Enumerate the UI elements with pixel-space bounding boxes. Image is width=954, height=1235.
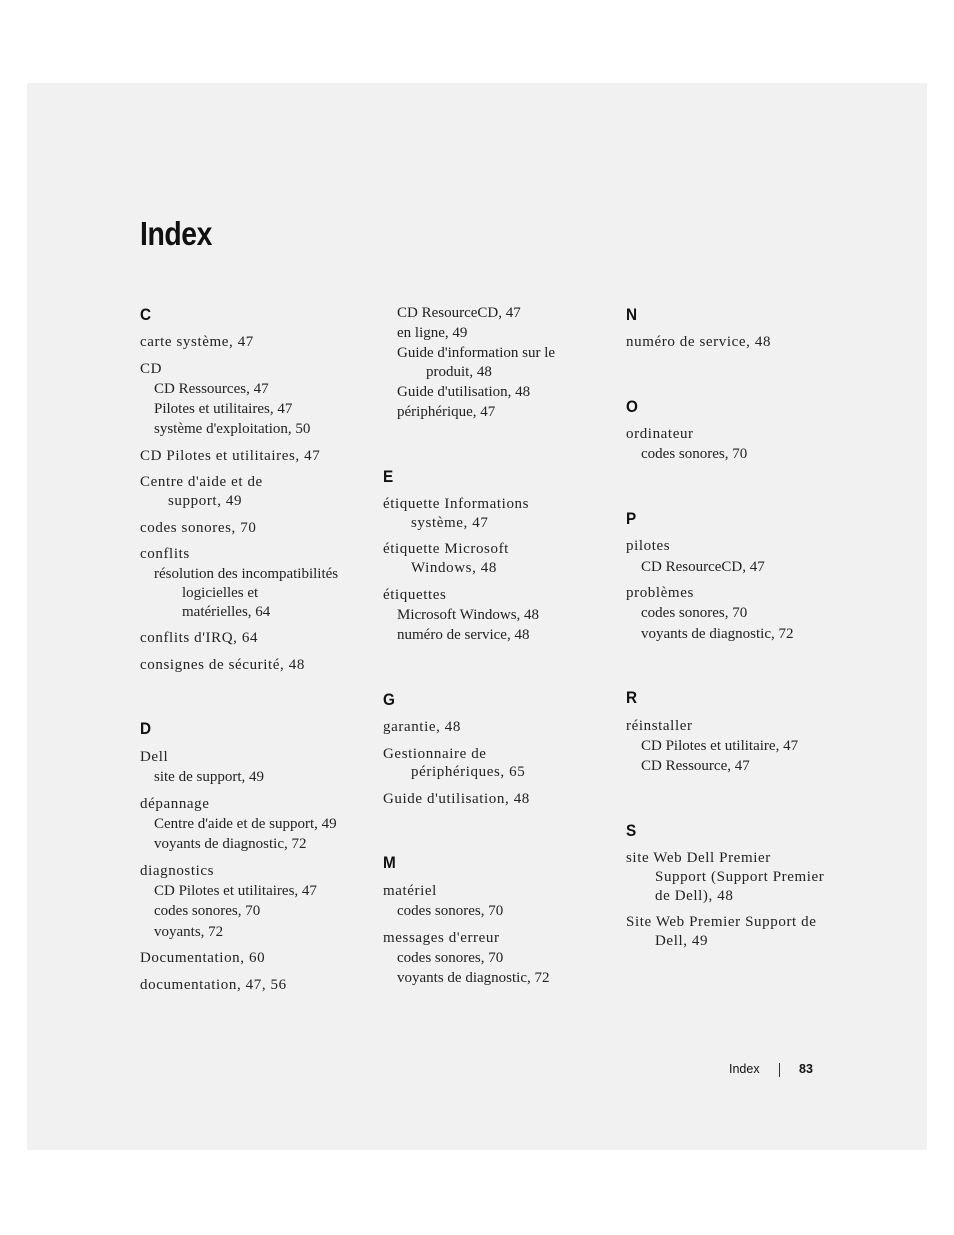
index-entry-continued: support, 49: [168, 493, 243, 509]
index-subentry: Microsoft Windows, 48: [397, 607, 540, 623]
index-entry: garantie, 48: [383, 719, 462, 735]
index-entry: Gestionnaire de: [383, 746, 487, 762]
section-letter-c: C: [140, 305, 152, 324]
index-subentry: Pilotes et utilitaires, 47: [154, 401, 293, 417]
section-letter-n: N: [626, 305, 638, 324]
index-entry: codes sonores, 70: [140, 520, 257, 536]
index-entry-continued: Windows, 48: [411, 560, 497, 576]
index-entry: site Web Dell Premier: [626, 850, 771, 866]
index-subentry-continued: logicielles et: [182, 585, 259, 601]
index-subentry: numéro de service, 48: [397, 627, 530, 643]
page-title: Index: [140, 215, 212, 252]
index-subentry: Guide d'information sur le: [397, 345, 556, 361]
index-subentry: voyants de diagnostic, 72: [641, 626, 794, 642]
index-subentry: codes sonores, 70: [397, 903, 504, 919]
index-subentry: codes sonores, 70: [154, 903, 261, 919]
index-entry: Dell: [140, 749, 169, 765]
index-entry: carte système, 47: [140, 334, 254, 350]
index-entry-continued: périphériques, 65: [411, 764, 526, 780]
index-subentry: voyants, 72: [154, 924, 224, 940]
index-entry: Centre d'aide et de: [140, 474, 263, 490]
index-subentry: voyants de diagnostic, 72: [154, 836, 307, 852]
index-subentry-continued: matérielles, 64: [182, 604, 271, 620]
index-subentry: périphérique, 47: [397, 404, 496, 420]
index-entry: ordinateur: [626, 426, 694, 442]
index-entry: conflits: [140, 546, 190, 562]
section-letter-o: O: [626, 397, 638, 416]
index-entry-continued: Support (Support Premier: [655, 869, 825, 885]
index-subentry: CD Ressources, 47: [154, 381, 269, 397]
index-subentry: CD ResourceCD, 47: [397, 305, 521, 321]
index-entry: problèmes: [626, 585, 694, 601]
footer-label: Index: [729, 1062, 760, 1076]
section-letter-e: E: [383, 467, 394, 486]
index-subentry: voyants de diagnostic, 72: [397, 970, 550, 986]
section-letter-g: G: [383, 690, 395, 709]
index-entry: matériel: [383, 883, 437, 899]
index-entry: pilotes: [626, 538, 671, 554]
index-entry: numéro de service, 48: [626, 334, 772, 350]
section-letter-d: D: [140, 719, 152, 738]
index-subentry: codes sonores, 70: [397, 950, 504, 966]
section-letter-r: R: [626, 688, 638, 707]
section-letter-p: P: [626, 509, 637, 528]
index-entry: diagnostics: [140, 863, 215, 879]
index-subentry: codes sonores, 70: [641, 446, 748, 462]
index-entry: documentation, 47, 56: [140, 977, 287, 993]
index-entry: CD Pilotes et utilitaires, 47: [140, 448, 321, 464]
index-subentry: résolution des incompatibilités: [154, 566, 339, 582]
page-number: 83: [799, 1062, 813, 1076]
index-entry: consignes de sécurité, 48: [140, 657, 305, 673]
index-subentry-continued: produit, 48: [426, 364, 492, 380]
index-subentry: site de support, 49: [154, 769, 264, 785]
index-subentry: CD Ressource, 47: [641, 758, 750, 774]
index-entry: réinstaller: [626, 718, 693, 734]
index-entry-continued: Dell, 49: [655, 933, 709, 949]
footer-divider: [779, 1063, 780, 1077]
index-subentry: codes sonores, 70: [641, 605, 748, 621]
index-subentry: système d'exploitation, 50: [154, 421, 311, 437]
index-entry: Guide d'utilisation, 48: [383, 791, 530, 807]
index-entry-continued: système, 47: [411, 515, 489, 531]
section-letter-s: S: [626, 821, 637, 840]
index-subentry: CD Pilotes et utilitaire, 47: [641, 738, 799, 754]
index-entry: dépannage: [140, 796, 210, 812]
index-subentry: CD Pilotes et utilitaires, 47: [154, 883, 317, 899]
index-entry: étiquette Informations: [383, 496, 530, 512]
index-entry: messages d'erreur: [383, 930, 500, 946]
index-entry: étiquette Microsoft: [383, 541, 509, 557]
index-subentry: Centre d'aide et de support, 49: [154, 816, 337, 832]
index-entry: Documentation, 60: [140, 950, 266, 966]
index-entry: Site Web Premier Support de: [626, 914, 817, 930]
index-entry-continued: de Dell), 48: [655, 888, 734, 904]
index-entry: étiquettes: [383, 587, 447, 603]
index-subentry: en ligne, 49: [397, 325, 468, 341]
index-subentry: Guide d'utilisation, 48: [397, 384, 531, 400]
index-entry: conflits d'IRQ, 64: [140, 630, 259, 646]
index-subentry: CD ResourceCD, 47: [641, 559, 765, 575]
section-letter-m: M: [383, 853, 396, 872]
index-entry: CD: [140, 361, 163, 377]
